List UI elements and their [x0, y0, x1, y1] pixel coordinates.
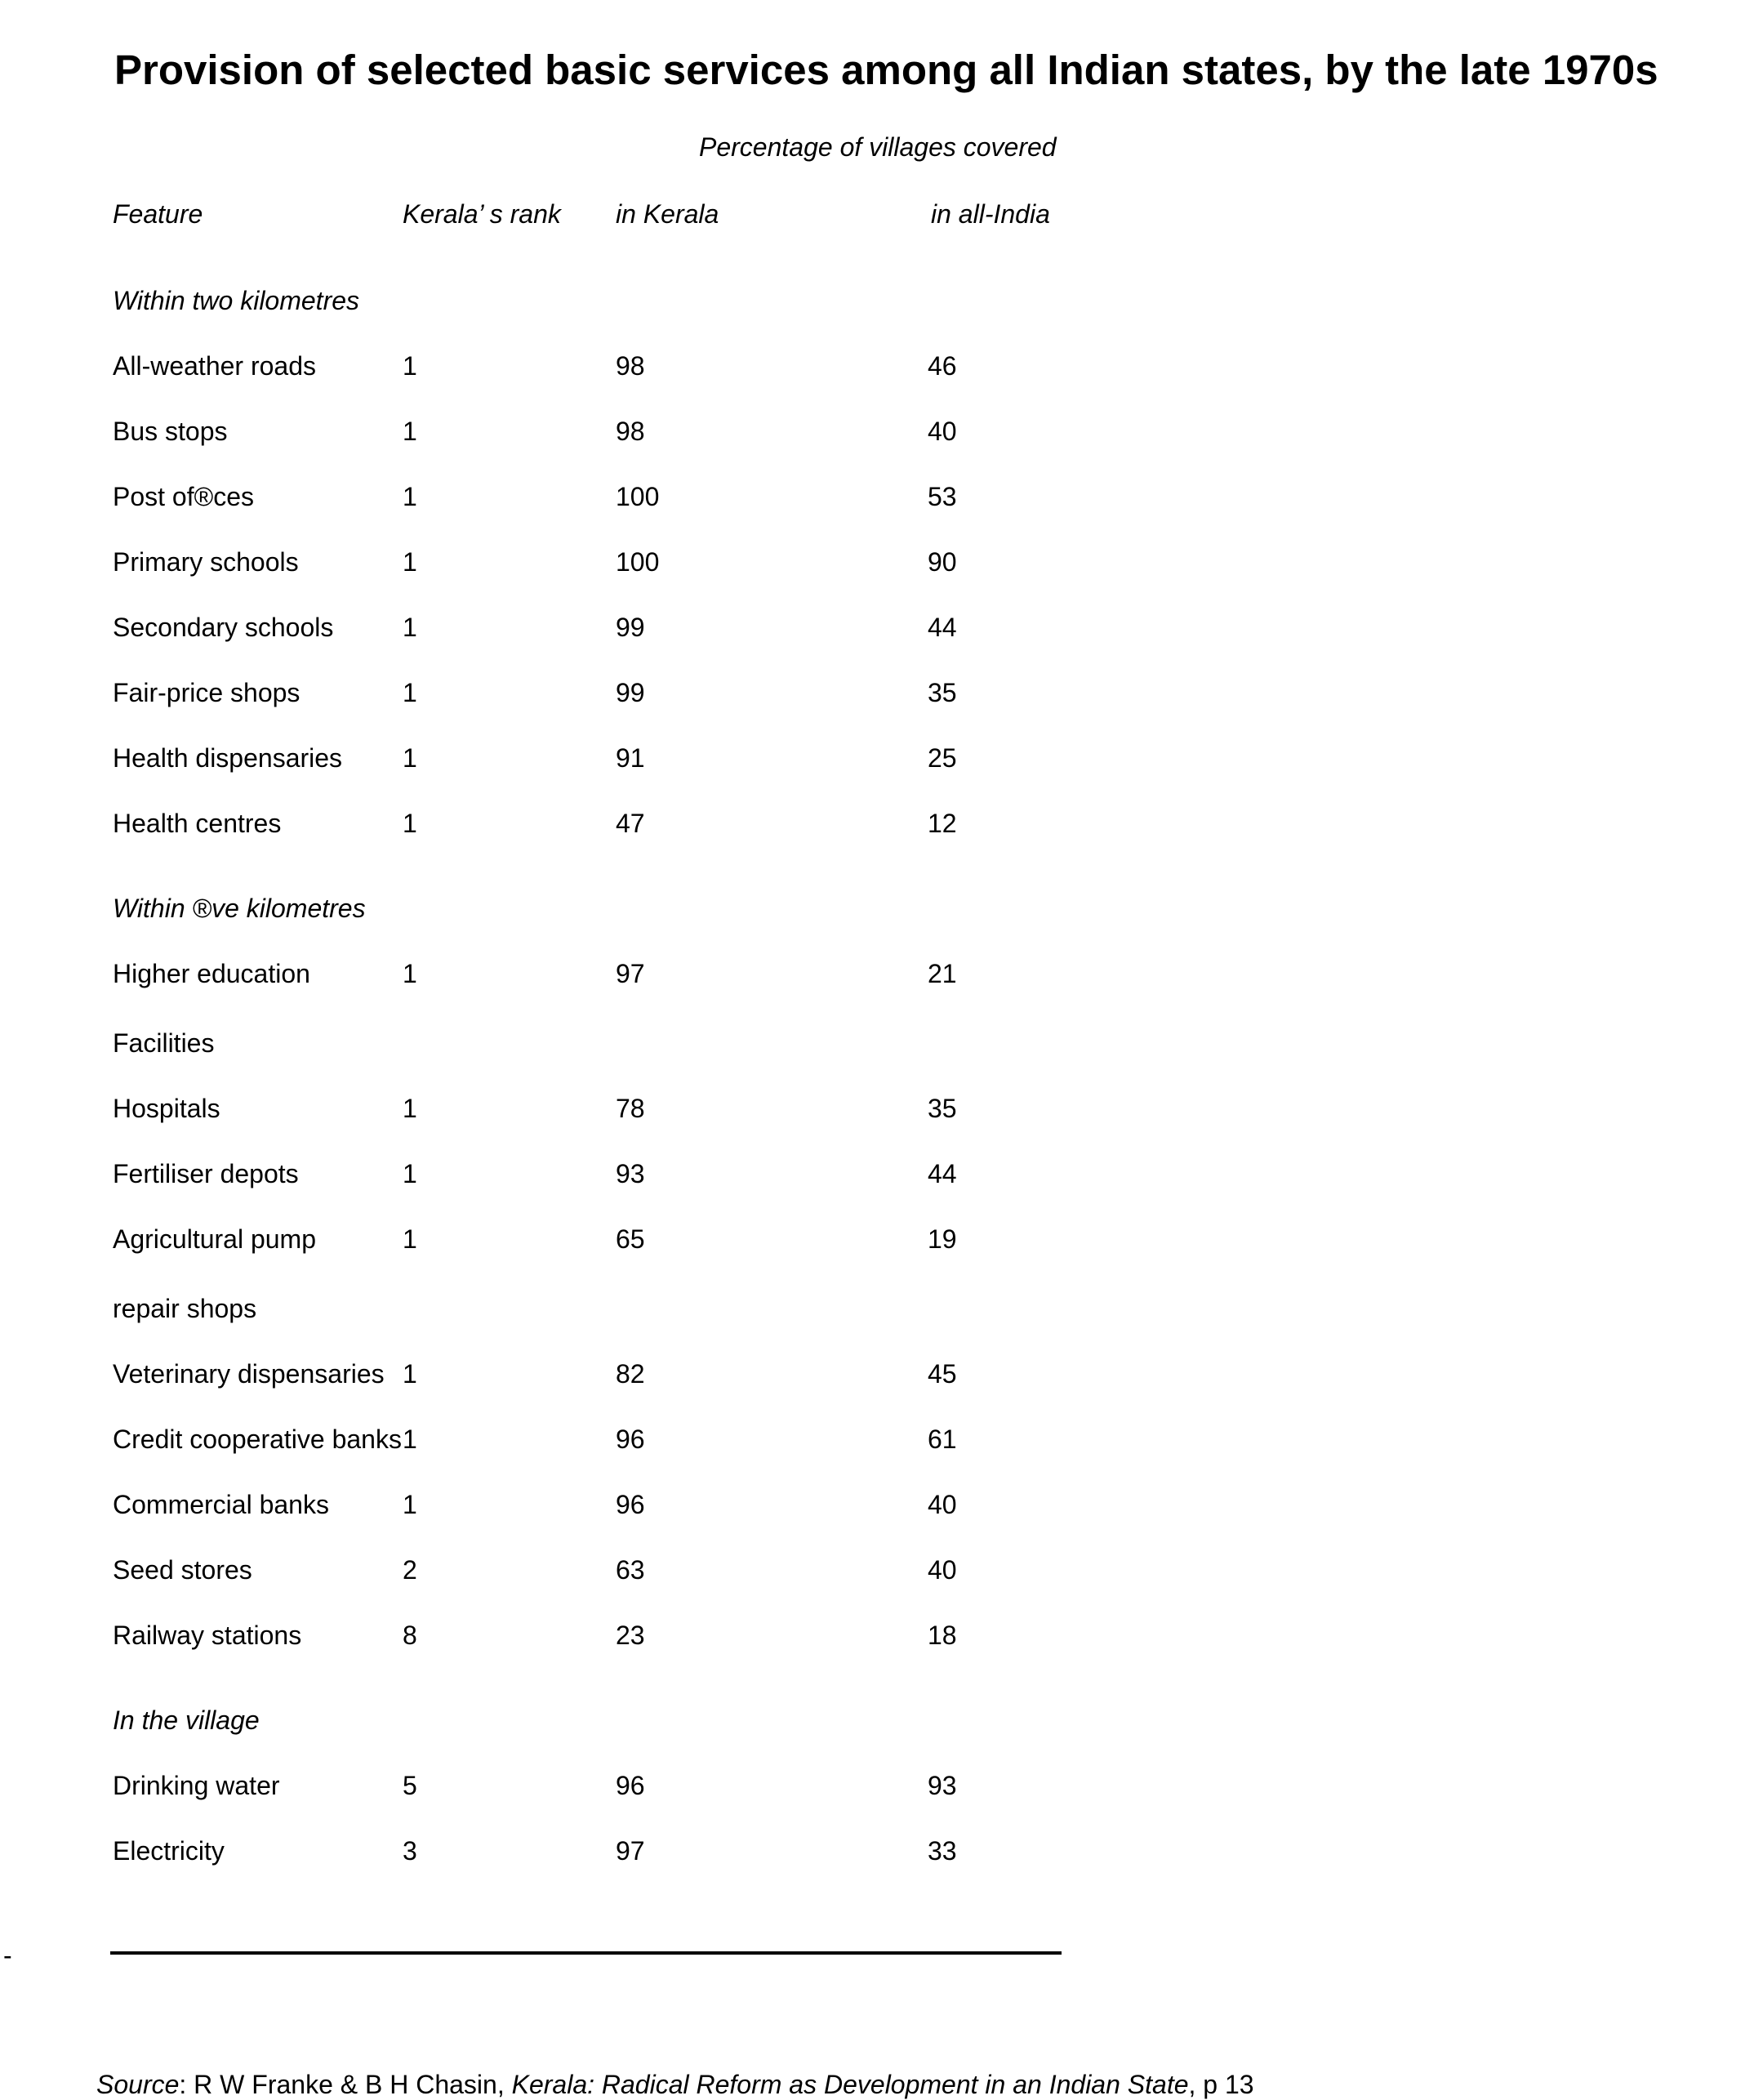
- rank-cell: 1: [403, 959, 417, 988]
- rank-cell: 1: [403, 1425, 417, 1454]
- rank-cell: 1: [403, 613, 417, 642]
- kerala-percent-cell: 98: [616, 417, 645, 446]
- kerala-percent-cell: 91: [616, 743, 645, 773]
- kerala-percent-cell: 93: [616, 1159, 645, 1188]
- rank-cell: 1: [403, 1159, 417, 1188]
- kerala-percent-cell: 96: [616, 1490, 645, 1519]
- all-india-percent-cell: 93: [928, 1771, 957, 1800]
- kerala-percent-cell: 82: [616, 1359, 645, 1389]
- all-india-percent-cell: 18: [928, 1621, 957, 1650]
- rank-cell: 1: [403, 1359, 417, 1389]
- footer-rule: [110, 1951, 1062, 1955]
- kerala-percent-cell: 47: [616, 809, 645, 838]
- section-heading: In the village: [113, 1705, 260, 1735]
- rank-cell: 5: [403, 1771, 417, 1800]
- feature-cell: repair shops: [113, 1294, 257, 1323]
- kerala-percent-cell: 100: [616, 547, 660, 577]
- kerala-percent-cell: 99: [616, 678, 645, 707]
- rank-cell: 1: [403, 1490, 417, 1519]
- kerala-percent-cell: 96: [616, 1771, 645, 1800]
- kerala-percent-cell: 98: [616, 351, 645, 381]
- all-india-percent-cell: 35: [928, 1094, 957, 1123]
- feature-cell: Seed stores: [113, 1555, 252, 1585]
- feature-cell: All-weather roads: [113, 351, 316, 381]
- column-header-feature: Feature: [113, 199, 203, 229]
- feature-cell: Veterinary dispensaries: [113, 1359, 385, 1389]
- column-group-header: Percentage of villages covered: [699, 132, 1057, 162]
- all-india-percent-cell: 21: [928, 959, 957, 988]
- feature-cell: Fair-price shops: [113, 678, 300, 707]
- source-label: Source: [96, 2070, 180, 2099]
- page-title: Provision of selected basic services among all Indian states, by the late 1970s: [114, 47, 1658, 93]
- all-india-percent-cell: 46: [928, 351, 957, 381]
- feature-cell: Health centres: [113, 809, 282, 838]
- feature-cell: Agricultural pump: [113, 1224, 316, 1254]
- all-india-percent-cell: 25: [928, 743, 957, 773]
- all-india-percent-cell: 40: [928, 1555, 957, 1585]
- feature-cell: Higher education: [113, 959, 310, 988]
- all-india-percent-cell: 35: [928, 678, 957, 707]
- source-authors: : R W Franke & B H Chasin,: [179, 2070, 512, 2099]
- kerala-percent-cell: 100: [616, 482, 660, 511]
- rank-cell: 1: [403, 809, 417, 838]
- all-india-percent-cell: 90: [928, 547, 957, 577]
- rank-cell: 1: [403, 1094, 417, 1123]
- source-citation: [96, 2070, 1254, 2100]
- kerala-percent-cell: 99: [616, 613, 645, 642]
- feature-cell: Railway stations: [113, 1621, 302, 1650]
- feature-cell: Drinking water: [113, 1771, 280, 1800]
- feature-cell: Electricity: [113, 1836, 225, 1866]
- column-header-kerala: in Kerala: [616, 199, 719, 229]
- feature-cell: Primary schools: [113, 547, 299, 577]
- kerala-percent-cell: 23: [616, 1621, 645, 1650]
- source-page: , p 13: [1188, 2070, 1254, 2099]
- rank-cell: 1: [403, 1224, 417, 1254]
- section-heading: Within two kilometres: [113, 286, 360, 315]
- feature-cell: Bus stops: [113, 417, 228, 446]
- rank-cell: 1: [403, 351, 417, 381]
- column-header-rank: Kerala’ s rank: [403, 199, 561, 229]
- feature-cell: Commercial banks: [113, 1490, 329, 1519]
- feature-cell: Post of®ces: [113, 482, 254, 511]
- feature-cell: Hospitals: [113, 1094, 220, 1123]
- kerala-percent-cell: 97: [616, 1836, 645, 1866]
- rank-cell: 8: [403, 1621, 417, 1650]
- kerala-percent-cell: 97: [616, 959, 645, 988]
- all-india-percent-cell: 61: [928, 1425, 957, 1454]
- column-header-all-india: in all-India: [931, 199, 1050, 229]
- source-book-title: Kerala: Radical Reform as Development in an Indian State: [511, 2070, 1189, 2099]
- kerala-percent-cell: 78: [616, 1094, 645, 1123]
- kerala-percent-cell: 65: [616, 1224, 645, 1254]
- rank-cell: 1: [403, 678, 417, 707]
- all-india-percent-cell: 44: [928, 613, 957, 642]
- rank-cell: 1: [403, 482, 417, 511]
- rank-cell: 3: [403, 1836, 417, 1866]
- feature-cell: Health dispensaries: [113, 743, 343, 773]
- all-india-percent-cell: 53: [928, 482, 957, 511]
- all-india-percent-cell: 40: [928, 417, 957, 446]
- all-india-percent-cell: 40: [928, 1490, 957, 1519]
- all-india-percent-cell: 45: [928, 1359, 957, 1389]
- kerala-percent-cell: 96: [616, 1425, 645, 1454]
- rank-cell: 1: [403, 547, 417, 577]
- all-india-percent-cell: 19: [928, 1224, 957, 1254]
- feature-cell: Facilities: [113, 1028, 215, 1058]
- feature-cell: Credit cooperative banks: [113, 1425, 402, 1454]
- rank-cell: 2: [403, 1555, 417, 1585]
- feature-cell: Fertiliser depots: [113, 1159, 299, 1188]
- rank-cell: 1: [403, 743, 417, 773]
- feature-cell: Secondary schools: [113, 613, 334, 642]
- all-india-percent-cell: 44: [928, 1159, 957, 1188]
- margin-dash: -: [3, 1941, 12, 1970]
- section-heading: Within ®ve kilometres: [113, 894, 366, 923]
- rank-cell: 1: [403, 417, 417, 446]
- all-india-percent-cell: 12: [928, 809, 957, 838]
- kerala-percent-cell: 63: [616, 1555, 645, 1585]
- all-india-percent-cell: 33: [928, 1836, 957, 1866]
